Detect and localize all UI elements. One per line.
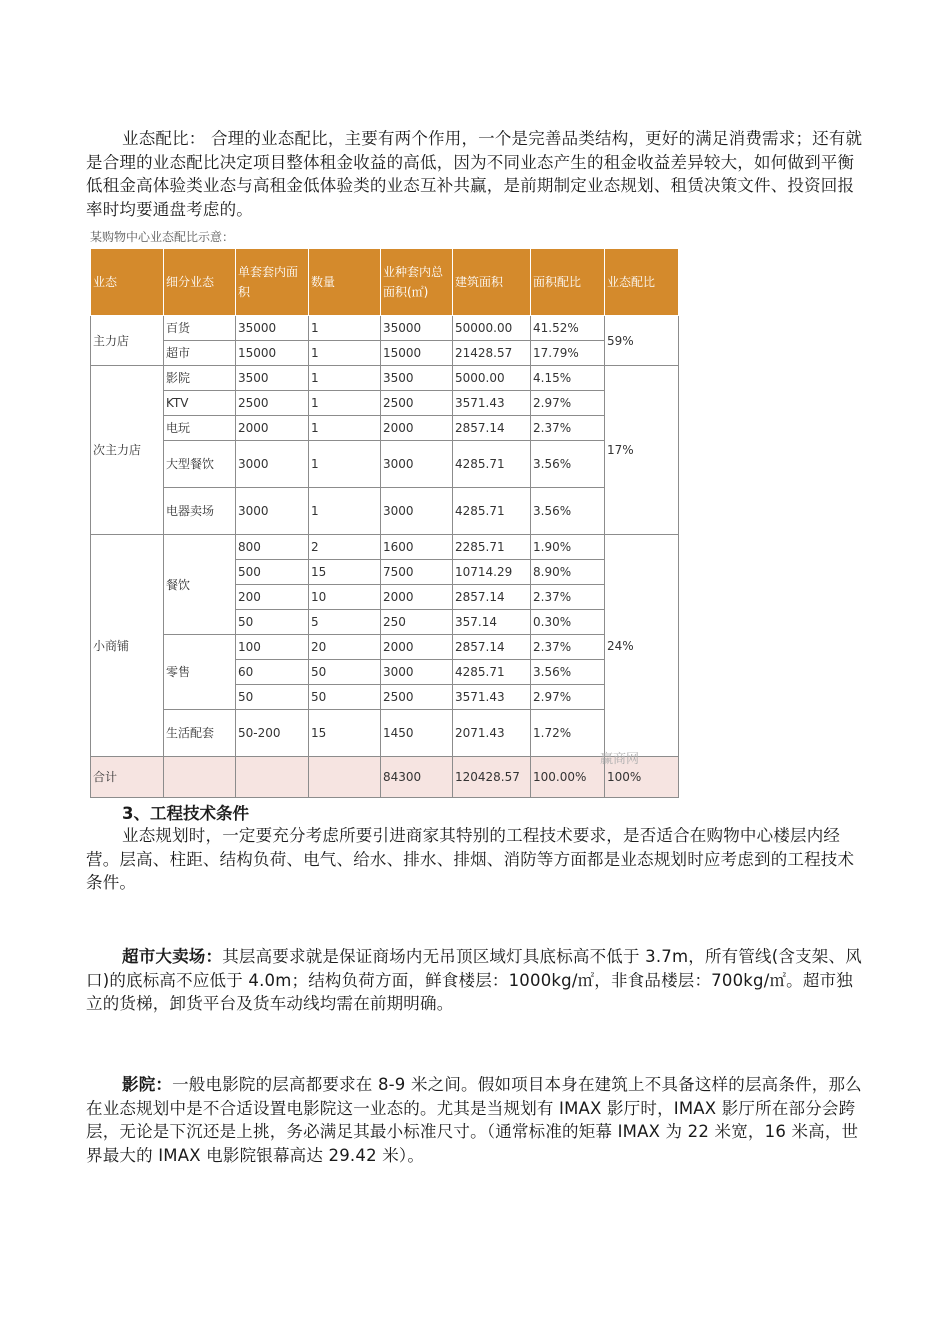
total-cell: 3500	[381, 366, 453, 391]
sub-cell: 生活配套	[164, 710, 236, 757]
unit-cell: 50	[236, 610, 309, 635]
header-cell: 细分业态	[164, 249, 236, 316]
ratio-cell: 59%	[605, 316, 679, 366]
sub-cell: 超市	[164, 341, 236, 366]
table-row	[91, 535, 679, 560]
pct-cell: 2.97%	[531, 391, 605, 416]
header-cell: 数量	[309, 249, 381, 316]
table-row	[91, 488, 679, 535]
sub-cell: KTV	[164, 391, 236, 416]
pct-cell: 2.37%	[531, 416, 605, 441]
total-cell: 2000	[381, 635, 453, 660]
header-cell: 业态配比	[605, 249, 679, 316]
qty-cell: 15	[309, 710, 381, 757]
pct-cell: 3.56%	[531, 488, 605, 535]
section3-paragraph: 业态规划时，一定要充分考虑所要引进商家其特别的工程技术要求，是否适合在购物中心楼层内经营。层高、柱距、结构负荷、电气、给水、排水、排烟、消防等方面都是业态规划时应考虑到的工程技术条件。	[86, 826, 855, 892]
unit-cell: 2000	[236, 416, 309, 441]
sub-cell: 影院	[164, 366, 236, 391]
table-row	[91, 710, 679, 757]
table-caption: 某购物中心业态配比示意：	[90, 230, 235, 244]
group-cell: 次主力店	[91, 366, 164, 535]
unit-cell: 50	[236, 685, 309, 710]
cinema-label: 影院：	[122, 1075, 173, 1094]
qty-cell: 50	[309, 660, 381, 685]
qty-cell: 1	[309, 416, 381, 441]
sub-cell: 电玩	[164, 416, 236, 441]
build-cell: 2285.71	[453, 535, 531, 560]
build-cell: 4285.71	[453, 441, 531, 488]
ratio-cell: 100%	[605, 757, 679, 798]
table-total-row	[91, 757, 679, 798]
total-cell: 2500	[381, 685, 453, 710]
total-cell: 35000	[381, 316, 453, 341]
build-cell: 3571.43	[453, 391, 531, 416]
qty-cell: 20	[309, 635, 381, 660]
unit-cell: 35000	[236, 316, 309, 341]
qty-cell: 10	[309, 585, 381, 610]
unit-cell: 15000	[236, 341, 309, 366]
total-cell: 1600	[381, 535, 453, 560]
pct-cell: 2.37%	[531, 585, 605, 610]
header-cell: 业态	[91, 249, 164, 316]
empty-cell	[309, 757, 381, 798]
build-cell: 2857.14	[453, 416, 531, 441]
empty-cell	[236, 757, 309, 798]
header-cell: 建筑面积	[453, 249, 531, 316]
table-row	[91, 441, 679, 488]
sub-cell: 大型餐饮	[164, 441, 236, 488]
pct-cell: 41.52%	[531, 316, 605, 341]
total-cell: 2000	[381, 585, 453, 610]
build-cell: 2857.14	[453, 585, 531, 610]
pct-cell: 100.00%	[531, 757, 605, 798]
qty-cell: 15	[309, 560, 381, 585]
build-cell: 4285.71	[453, 488, 531, 535]
unit-cell: 3000	[236, 488, 309, 535]
unit-cell: 3000	[236, 441, 309, 488]
build-cell: 4285.71	[453, 660, 531, 685]
table-row	[91, 391, 679, 416]
empty-cell	[164, 757, 236, 798]
table-row	[91, 416, 679, 441]
total-cell: 2000	[381, 416, 453, 441]
table-row	[91, 316, 679, 341]
qty-cell: 1	[309, 366, 381, 391]
watermark: 赢商网	[600, 752, 640, 767]
pct-cell: 1.72%	[531, 710, 605, 757]
total-cell: 250	[381, 610, 453, 635]
intro-paragraph	[86, 127, 866, 221]
build-cell: 50000.00	[453, 316, 531, 341]
intro-label: 业态配比：	[122, 129, 206, 148]
unit-cell: 100	[236, 635, 309, 660]
qty-cell: 5	[309, 610, 381, 635]
ratio-cell: 17%	[605, 366, 679, 535]
unit-cell: 60	[236, 660, 309, 685]
sub-cell: 餐饮	[164, 535, 236, 635]
cinema-paragraph	[86, 1073, 866, 1167]
total-cell: 3000	[381, 441, 453, 488]
business-mix-table	[90, 248, 679, 798]
total-cell: 15000	[381, 341, 453, 366]
header-cell: 单套套内面积	[236, 249, 309, 316]
pct-cell: 2.97%	[531, 685, 605, 710]
total-cell: 3000	[381, 660, 453, 685]
table-row	[91, 341, 679, 366]
pct-cell: 8.90%	[531, 560, 605, 585]
pct-cell: 3.56%	[531, 660, 605, 685]
qty-cell: 1	[309, 391, 381, 416]
pct-cell: 3.56%	[531, 441, 605, 488]
total-cell: 7500	[381, 560, 453, 585]
unit-cell: 500	[236, 560, 309, 585]
pct-cell: 4.15%	[531, 366, 605, 391]
total-cell: 2500	[381, 391, 453, 416]
unit-cell: 800	[236, 535, 309, 560]
qty-cell: 1	[309, 341, 381, 366]
supermarket-text: 其层高要求就是保证商场内无吊顶区域灯具底标高不低于 3.7m，所有管线(含支架、风口)的底标高不应低于 4.0m；结构负荷方面，鲜食楼层：1000kg/㎡，非食品楼层：700kg/㎡。超市独立的货梯，卸货平台及货车动线均需在前期明确。	[86, 947, 862, 1013]
table-row	[91, 635, 679, 660]
supermarket-paragraph	[86, 945, 866, 1016]
ratio-cell: 24%	[605, 535, 679, 757]
pct-cell: 2.37%	[531, 635, 605, 660]
sub-cell: 百货	[164, 316, 236, 341]
build-cell: 5000.00	[453, 366, 531, 391]
group-cell: 主力店	[91, 316, 164, 366]
build-cell: 2071.43	[453, 710, 531, 757]
qty-cell: 50	[309, 685, 381, 710]
qty-cell: 1	[309, 441, 381, 488]
group-cell: 小商铺	[91, 535, 164, 757]
build-cell: 21428.57	[453, 341, 531, 366]
build-cell: 120428.57	[453, 757, 531, 798]
sub-cell: 零售	[164, 635, 236, 710]
pct-cell: 17.79%	[531, 341, 605, 366]
sub-cell: 电器卖场	[164, 488, 236, 535]
pct-cell: 0.30%	[531, 610, 605, 635]
build-cell: 10714.29	[453, 560, 531, 585]
build-cell: 3571.43	[453, 685, 531, 710]
pct-cell: 1.90%	[531, 535, 605, 560]
unit-cell: 3500	[236, 366, 309, 391]
total-label-cell: 合计	[91, 757, 164, 798]
build-cell: 357.14	[453, 610, 531, 635]
section-heading: 3、工程技术条件	[122, 804, 249, 823]
total-cell: 1450	[381, 710, 453, 757]
unit-cell: 2500	[236, 391, 309, 416]
table-header-row	[91, 249, 679, 316]
cinema-text: 一般电影院的层高都要求在 8-9 米之间。假如项目本身在建筑上不具备这样的层高条件，那么在业态规划中是不合适设置电影院这一业态的。尤其是当规划有 IMAX 影厅时，IMAX 影厅所在部分会跨层，无论是下沉还是上挑，务必满足其最小标准尺寸。（通常标准的矩幕 IMAX 为 22 米宽，16 米高，世界最大的 IMAX 电影院银幕高达 29.42 米）。	[86, 1075, 862, 1165]
unit-cell: 200	[236, 585, 309, 610]
total-cell: 3000	[381, 488, 453, 535]
build-cell: 2857.14	[453, 635, 531, 660]
unit-cell: 50-200	[236, 710, 309, 757]
header-cell: 面积配比	[531, 249, 605, 316]
total-cell: 84300	[381, 757, 453, 798]
table-row	[91, 366, 679, 391]
qty-cell: 1	[309, 316, 381, 341]
supermarket-label: 超市大卖场：	[122, 947, 223, 966]
intro-text: 合理的业态配比，主要有两个作用，一个是完善品类结构，更好的满足消费需求；还有就是合理的业态配比决定项目整体租金收益的高低，因为不同业态产生的租金收益差异较大，如何做到平衡低租金高体验类业态与高租金低体验类的业态互补共赢，是前期制定业态规划、租赁决策文件、投资回报率时均要通盘考虑的。	[86, 129, 863, 219]
qty-cell: 1	[309, 488, 381, 535]
qty-cell: 2	[309, 535, 381, 560]
header-cell: 业种套内总面积(㎡)	[381, 249, 453, 316]
